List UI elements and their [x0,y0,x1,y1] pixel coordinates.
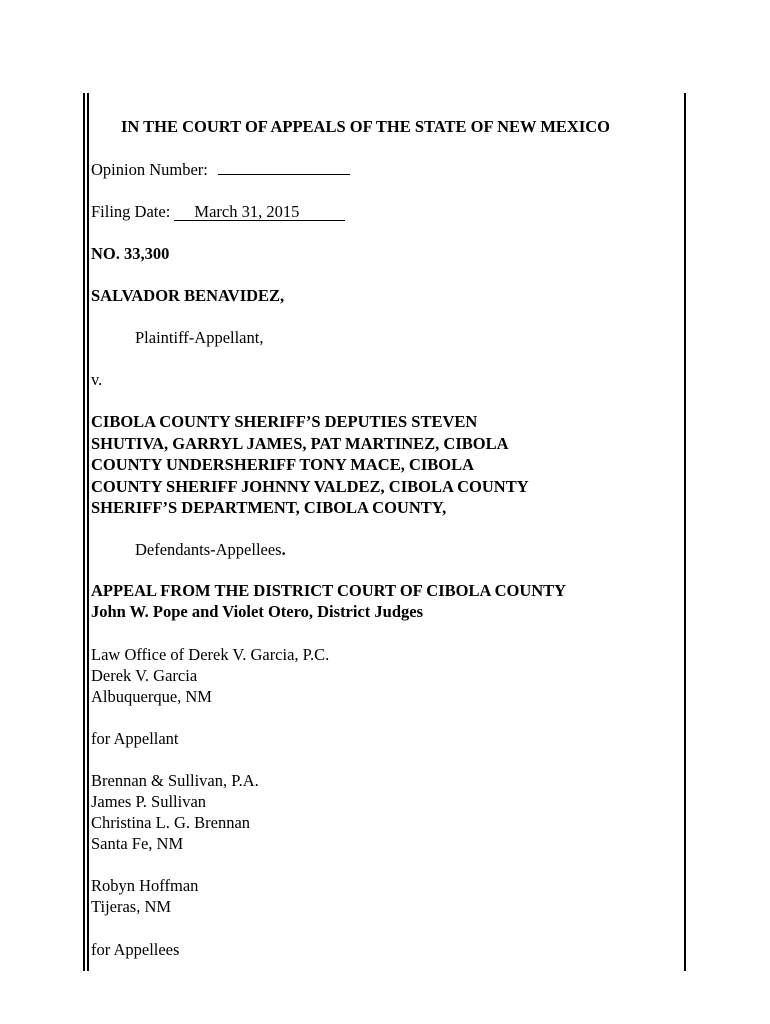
defendant-role-period: . [281,540,286,559]
defendant-role [135,539,286,560]
appellee-second-counsel-block [91,875,198,917]
appellee-second-city: Tijeras, NM [91,897,172,916]
plaintiff-name: SALVADOR BENAVIDEZ, [91,286,285,305]
appellee-city: Santa Fe, NM [91,834,184,853]
docket-number: NO. 33,300 [91,244,170,263]
defendants-line: SHUTIVA, GARRYL JAMES, PAT MARTINEZ, CIBOLA [91,433,509,453]
defendants-line: COUNTY UNDERSHERIFF TONY MACE, CIBOLA [91,455,475,474]
appeal-from-court: APPEAL FROM THE DISTRICT COURT OF CIBOLA COUNTY [91,581,567,600]
appellee-attorney: Christina L. G. Brennan [91,813,251,832]
appellant-firm: Law Office of Derek V. Garcia, P.C. [91,645,330,664]
opinion-number-blank [218,160,350,175]
court-heading: IN THE COURT OF APPEALS OF THE STATE OF NEW MEXICO [121,117,611,136]
defendants-line: COUNTY SHERIFF JOHNNY VALDEZ, CIBOLA COUNTY [91,476,529,496]
appellant-counsel-block [91,644,329,707]
left-margin-rule-outer [83,93,85,971]
filing-date-label: Filing Date: [91,202,171,221]
right-margin-rule [684,93,686,971]
opinion-number-label: Opinion Number: [91,160,208,179]
appellant-city: Albuquerque, NM [91,687,212,706]
appellee-attorney: James P. Sullivan [91,792,207,811]
left-margin-rule-inner [87,93,89,971]
defendants-line: SHERIFF’S DEPARTMENT, CIBOLA COUNTY, [91,498,447,517]
defendants-block [91,411,529,519]
defendants-line: CIBOLA COUNTY SHERIFF’S DEPUTIES STEVEN [91,412,478,431]
versus: v. [91,370,103,389]
appeal-block [91,580,566,622]
appellee-counsel-block [91,770,259,854]
for-appellant-label: for Appellant [91,729,179,748]
filing-date-value: March 31, 2015 [174,203,345,221]
appellant-attorney: Derek V. Garcia [91,666,198,685]
plaintiff-role: Plaintiff-Appellant, [135,328,264,347]
appellee-firm: Brennan & Sullivan, P.A. [91,771,259,790]
for-appellees-label: for Appellees [91,940,180,959]
district-judges: John W. Pope and Violet Otero, District Judges [91,602,424,621]
defendant-role-text: Defendants-Appellees [135,540,282,559]
opinion-number-line [91,159,350,180]
filing-date-line [91,201,345,222]
appellee-second-attorney: Robyn Hoffman [91,876,199,895]
